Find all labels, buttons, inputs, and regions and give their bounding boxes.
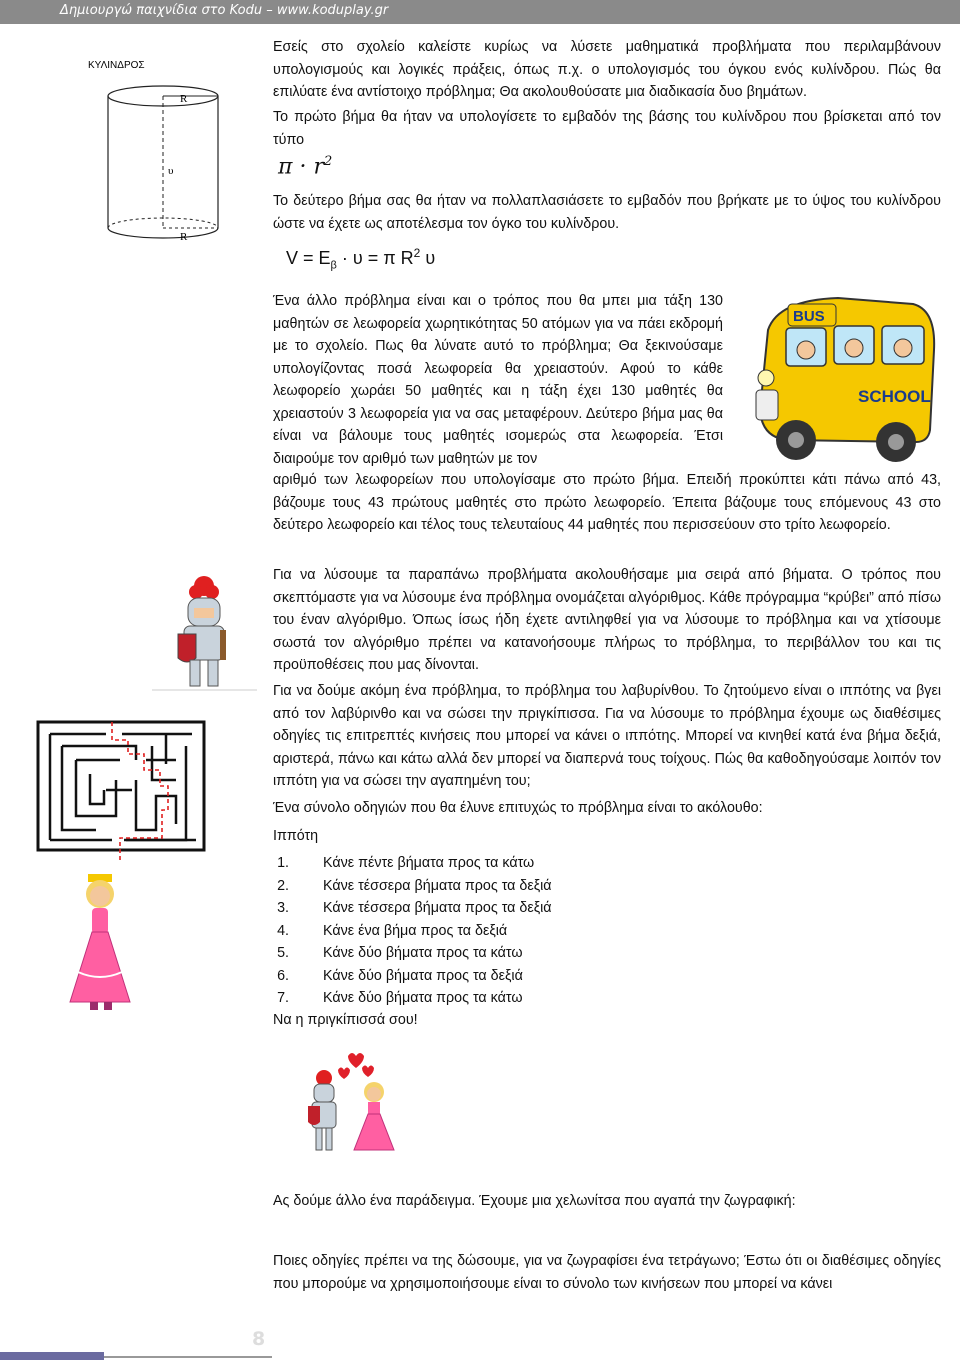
instruction-step: 1. Κάνε πέντε βήματα προς τα κάτω (293, 852, 552, 875)
cylinder-radius-top: R (180, 93, 188, 105)
bus-label: BUS (793, 308, 825, 325)
running-title: Δημιουργώ παιχνίδια στο Kodu – www.koduplay.gr (60, 3, 389, 18)
paragraph-second-step: Το δεύτερο βήμα σας θα ήταν να πολλαπλασιάσετε το εμβαδόν που βρήκατε με το ύψος του κυλίνδρου ώστε να έχετε ως αποτέλεσμα τον όγκο του κυλίνδρου. (273, 193, 941, 232)
instruction-step: 4. Κάνε ένα βήμα προς τα δεξιά (293, 920, 552, 943)
knight-illustration (152, 574, 257, 694)
running-header (0, 0, 960, 24)
cylinder-title: ΚΥΛΙΝΔΡΟΣ (88, 60, 145, 71)
page-number: 8 (252, 1328, 266, 1350)
paragraph-first-step: Το πρώτο βήμα θα ήταν να υπολογίσετε το εμβαδόν της βάσης του κυλίνδρου που βρίσκεται από τον τύπο (273, 109, 941, 148)
footer-line (104, 1356, 272, 1358)
paragraph-intro: Εσείς στο σχολείο καλείστε κυρίως να λύσετε μαθηματικά προβλήματα που περιλαμβάνουν υπολογισμούς και λογικές πράξεις, όπως π.χ. ο υπολογισμός του όγκου ενός κυλίνδρου. Πώς θα επιλύατε ένα αντίστοιχο πρόβλημα; Θα ακολουθούσατε μια διαδικασία δυο βημάτων. (273, 39, 941, 100)
instruction-step: 2. Κάνε τέσσερα βήματα προς τα δεξιά (293, 875, 552, 898)
paragraph-algorithm: Για να λύσουμε τα παραπάνω προβλήματα ακολουθήσαμε μια σειρά από βήματα. Ο τρόπος που σκεπτόμαστε για να λύσουμε ένα πρόβλημα ονομάζεται αλγόριθμος. Κάθε πρόγραμμα “κρύβει” από πίσω του έναν αλγόριθμο. Όπως ίσως ήδη έχετε αντιληφθεί για να λύσουμε το πρόβλημα και να χτίσουμε σωστά τον αλγόριθμο πρέπει να κατανοήσουμε πλήρως το πρόβλημα, το περιβάλλον του και τις προϋποθέσεις που μας δίνονται. (273, 567, 941, 673)
paragraph-instructions-intro: Ένα σύνολο οδηγιών που θα έλυνε επιτυχώς το πρόβλημα είναι το ακόλουθο: (273, 800, 763, 816)
princess-illustration (62, 872, 137, 1014)
paragraph-bus-solution: αριθμό των λεωφορείων που υπολογίσαμε στο πρώτο βήμα. Επειδή προκύπτει κάτι πάνω από 43, βάζουμε τους 43 πρώτους μαθητές στο πρώτο λεωφορείο. Έπειτα βάζουμε τους επόμενους 43 στο δεύτερο λεωφορείο και τέλος τους τελευταίους 44 μαθητές που περισσεύουν στο τρίτο λεωφορείο. (273, 472, 941, 533)
school-label: SCHOOL (858, 387, 931, 406)
cylinder-figure (88, 56, 238, 246)
paragraph-maze: Για να δούμε ακόμη ένα πρόβλημα, το πρόβλημα του λαβυρίνθου. Το ζητούμενο είναι ο ιππότης να βγει από τον λαβύρινθο και να σώσει την πριγκίπισσα. Για να λύσουμε το πρόβλημα έχουμε ως διαθέσιμες οδηγίες τις επιτρεπτές κινήσεις που μπορεί να κάνει ο ιππότης. Μπορεί να κινηθεί κατά ένα βήμα δεξιά, αριστερά, πάνω και κάτω αλλά δεν μπορεί να διαπερνά τους τοίχους. Πώς θα καθοδηγούσαμε λοιπόν τον ιππότη για να σώσει την αγαπημένη του; (273, 683, 941, 789)
formula-base-area: $\pi \cdot r^2$ (278, 154, 333, 180)
label-knight: Ιππότη (273, 828, 319, 844)
instruction-list (273, 852, 552, 1010)
paragraph-turtle-question: Ποιες οδηγίες πρέπει να της δώσουμε, για να ζωγραφίσει ένα τετράγωνο; Έστω ότι οι διαθέσιμες οδηγίες που μπορούμε να χρησιμοποιήσουμε είναι το σύνολο των κινήσεων που μπορεί να κάνει (273, 1253, 941, 1292)
footer-bar (0, 1352, 104, 1360)
maze-illustration (36, 720, 206, 860)
instruction-step: 3. Κάνε τέσσερα βήματα προς τα δεξιά (293, 897, 552, 920)
cylinder-radius-bottom: R (180, 231, 188, 243)
paragraph-bus-problem: Ένα άλλο πρόβλημα είναι και ο τρόπος που θα μπει μια τάξη 130 μαθητών σε λεωφορεία χωρητικότητας 50 ατόμων για να πάει εκδρομή με το σχολείο. Πως θα λύνατε αυτό το πρόβλημα; Θα ξεκινούσαμε υπολογίζοντας ποσά λεωφορεία θα χρειαστούν. Αφού το κάθε λεωφορείο χωράει 50 μαθητές και η τάξη έχει 130 μαθητές θα χρειαστούν 3 λεωφορεία για να σας μεταφέρουν. Δεύτερο βήμα μας θα είναι να βάλουμε τους μαθητές ισομερώς στα λεωφορεία. Έτσι διαιρούμε τον αριθμό των μαθητών με τον (273, 293, 723, 467)
paragraph-turtle: Ας δούμε άλλο ένα παράδειγμα. Έχουμε μια χελωνίτσα που αγαπά την ζωγραφική: (273, 1193, 796, 1209)
cylinder-height-label: υ (168, 165, 174, 177)
school-bus-illustration (748, 290, 943, 470)
instruction-step: 5. Κάνε δύο βήματα προς τα κάτω (293, 942, 552, 965)
formula-volume: $V = E_\beta \cdot \upsilon = \pi$ $R^2$ υ (286, 246, 436, 272)
closing-line: Να η πριγκίπισσά σου! (273, 1012, 418, 1028)
instruction-step: 7. Κάνε δύο βήματα προς τα κάτω (293, 987, 552, 1010)
instruction-step: 6. Κάνε δύο βήματα προς τα δεξιά (293, 965, 552, 988)
knight-princess-hearts-illustration (300, 1048, 410, 1160)
